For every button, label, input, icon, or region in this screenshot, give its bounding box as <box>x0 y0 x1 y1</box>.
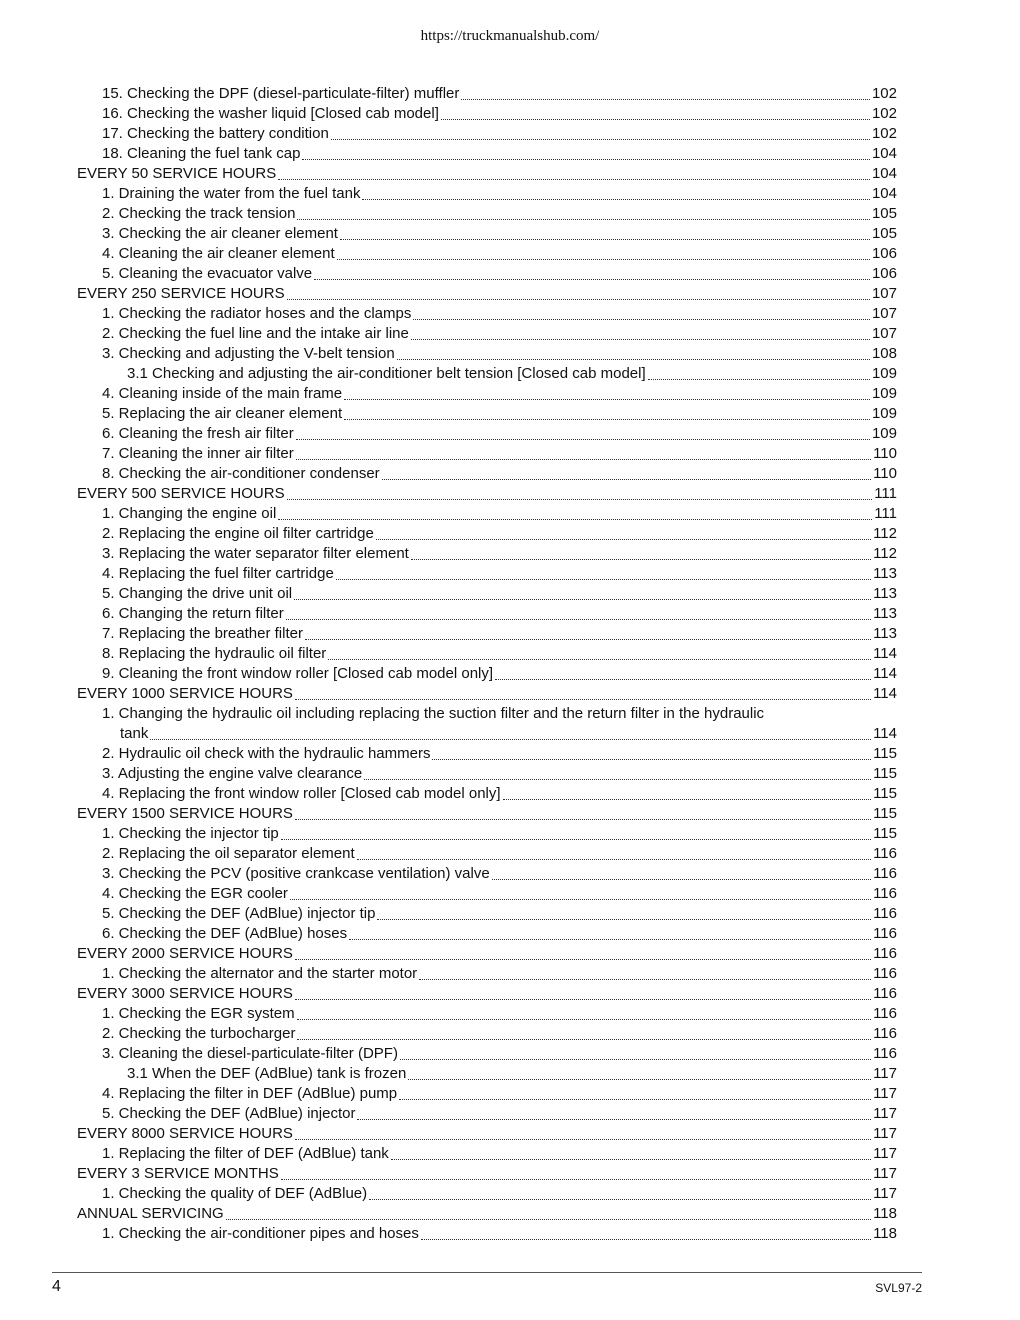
toc-entry[interactable] <box>102 784 897 804</box>
toc-page-number: 115 <box>873 825 897 842</box>
toc-dot-leader <box>408 1065 871 1080</box>
toc-entry-title: EVERY 3000 SERVICE HOURS <box>77 985 293 1002</box>
toc-dot-leader <box>331 125 870 140</box>
toc-page-number: 117 <box>873 1165 897 1182</box>
toc-section-heading[interactable] <box>77 1164 897 1184</box>
toc-entry-title: 4. Cleaning inside of the main frame <box>102 385 343 402</box>
toc-entry-title-continuation: tank <box>120 725 149 742</box>
toc-page-number: 116 <box>873 1045 897 1062</box>
toc-entry[interactable] <box>102 504 897 524</box>
toc-section-heading[interactable] <box>77 164 897 184</box>
toc-page-number: 111 <box>874 485 897 502</box>
toc-entry[interactable] <box>102 344 897 364</box>
toc-dot-leader <box>281 825 871 840</box>
toc-entry[interactable] <box>102 544 897 564</box>
toc-dot-leader <box>432 745 871 760</box>
toc-dot-leader <box>297 205 870 220</box>
toc-dot-leader <box>411 325 870 340</box>
toc-dot-leader <box>296 445 871 460</box>
toc-page-number: 107 <box>871 305 897 322</box>
toc-dot-leader <box>297 1025 871 1040</box>
toc-entry-title: 4. Checking the EGR cooler <box>102 885 288 902</box>
toc-dot-leader <box>648 365 870 380</box>
toc-entry-title: EVERY 3 SERVICE MONTHS <box>77 1165 279 1182</box>
toc-entry[interactable] <box>102 424 897 444</box>
toc-page-number: 116 <box>873 865 897 882</box>
toc-dot-leader <box>421 1225 871 1240</box>
toc-page-number: 109 <box>871 425 897 442</box>
toc-page-number: 117 <box>873 1185 897 1202</box>
toc-entry[interactable] <box>102 204 897 224</box>
toc-dot-leader <box>364 765 871 780</box>
toc-page-number: 116 <box>873 885 897 902</box>
toc-dot-leader <box>295 685 871 700</box>
toc-entry-title: 9. Cleaning the front window roller [Closed cab model only] <box>102 665 494 682</box>
toc-page-number: 105 <box>871 225 897 242</box>
toc-dot-leader <box>278 165 870 180</box>
toc-entry[interactable] <box>102 84 897 104</box>
toc-entry[interactable] <box>102 404 897 424</box>
toc-page-number: 115 <box>873 785 897 802</box>
toc-page-number: 114 <box>873 725 897 742</box>
toc-dot-leader <box>495 665 871 680</box>
toc-dot-leader <box>281 1165 871 1180</box>
header-url[interactable]: https://truckmanualshub.com/ <box>420 28 600 44</box>
toc-dot-leader <box>287 285 870 300</box>
toc-section-heading[interactable] <box>77 1204 897 1224</box>
toc-entry-title: 4. Replacing the front window roller [Closed cab model only] <box>102 785 501 802</box>
toc-entry-title: 1. Draining the water from the fuel tank <box>102 185 361 202</box>
toc-page-number: 118 <box>873 1225 897 1242</box>
toc-entry-title: 16. Checking the washer liquid [Closed cab model] <box>102 105 439 122</box>
toc-entry-title: 3.1 When the DEF (AdBlue) tank is frozen <box>127 1065 407 1082</box>
toc-entry-title: 7. Cleaning the inner air filter <box>102 445 294 462</box>
toc-page-number: 110 <box>873 445 897 462</box>
toc-entry[interactable] <box>102 824 897 844</box>
toc-entry-title: 7. Replacing the breather filter <box>102 625 303 642</box>
toc-dot-leader <box>297 1005 872 1020</box>
toc-page-number: 116 <box>873 1025 897 1042</box>
toc-entry-title: 5. Cleaning the evacuator valve <box>102 265 313 282</box>
toc-entry[interactable] <box>127 1064 897 1084</box>
toc-page-number: 102 <box>871 85 897 102</box>
toc-entry[interactable] <box>102 244 897 264</box>
toc-entry-title: EVERY 500 SERVICE HOURS <box>77 485 285 502</box>
toc-entry-title: 4. Cleaning the air cleaner element <box>102 245 335 262</box>
toc-entry-title: 1. Checking the radiator hoses and the clamps <box>102 305 412 322</box>
toc-entry-title: 2. Checking the turbocharger <box>102 1025 296 1042</box>
toc-section-heading[interactable] <box>77 484 897 504</box>
toc-section-heading[interactable] <box>77 944 897 964</box>
toc-dot-leader <box>503 785 872 800</box>
toc-dot-leader <box>328 645 871 660</box>
toc-dot-leader <box>419 965 871 980</box>
toc-page-number: 110 <box>873 465 897 482</box>
toc-entry-title: 1. Checking the EGR system <box>102 1005 295 1022</box>
toc-dot-leader <box>376 525 871 540</box>
toc-page-number: 109 <box>871 405 897 422</box>
toc-entry[interactable] <box>102 144 897 164</box>
toc-entry-title: 2. Hydraulic oil check with the hydraulic hammers <box>102 745 431 762</box>
toc-entry[interactable] <box>102 924 897 944</box>
toc-page-number: 114 <box>873 685 897 702</box>
toc-entry-title: 2. Replacing the engine oil filter cartridge <box>102 525 374 542</box>
toc-entry-title: 8. Replacing the hydraulic oil filter <box>102 645 327 662</box>
toc-entry-title: EVERY 50 SERVICE HOURS <box>77 165 277 182</box>
toc-dot-leader <box>382 465 871 480</box>
toc-entry-title: 5. Checking the DEF (AdBlue) injector tip <box>102 905 376 922</box>
toc-dot-leader <box>295 1125 871 1140</box>
toc-dot-leader <box>492 865 871 880</box>
toc-entry[interactable] <box>102 384 897 404</box>
toc-page-number: 115 <box>873 805 897 822</box>
toc-entry[interactable] <box>102 1024 897 1044</box>
toc-page-number: 113 <box>873 605 897 622</box>
toc-entry-title: 1. Replacing the filter of DEF (AdBlue) tank <box>102 1145 389 1162</box>
toc-entry[interactable] <box>102 664 897 684</box>
toc-dot-leader <box>349 925 871 940</box>
toc-page-number: 108 <box>871 345 897 362</box>
toc-dot-leader <box>226 1205 871 1220</box>
toc-page-number: 114 <box>873 665 897 682</box>
toc-entry[interactable] <box>102 1044 897 1064</box>
toc-entry[interactable] <box>102 444 897 464</box>
toc-dot-leader <box>344 385 870 400</box>
toc-entry-title: 2. Replacing the oil separator element <box>102 845 355 862</box>
toc-entry[interactable] <box>102 744 897 764</box>
toc-entry-title: EVERY 8000 SERVICE HOURS <box>77 1125 293 1142</box>
toc-page-number: 116 <box>873 1005 897 1022</box>
toc-entry[interactable] <box>102 304 897 324</box>
toc-entry-title: EVERY 2000 SERVICE HOURS <box>77 945 293 962</box>
toc-entry[interactable] <box>102 564 897 584</box>
toc-dot-leader <box>344 405 870 420</box>
toc-entry[interactable] <box>102 764 897 784</box>
toc-entry-title: 3. Checking the PCV (positive crankcase ventilation) valve <box>102 865 490 882</box>
toc-entry-title: EVERY 1000 SERVICE HOURS <box>77 685 293 702</box>
toc-dot-leader <box>413 305 870 320</box>
toc-section-heading[interactable] <box>77 684 897 704</box>
toc-entry-title: 2. Checking the track tension <box>102 205 296 222</box>
toc-page-number: 116 <box>873 965 897 982</box>
toc-entry[interactable] <box>102 964 897 984</box>
toc-dot-leader <box>296 425 870 440</box>
toc-entry-title: 8. Checking the air-conditioner condenser <box>102 465 380 482</box>
toc-dot-leader <box>357 845 871 860</box>
toc-dot-leader <box>397 345 870 360</box>
toc-page-number: 113 <box>873 565 897 582</box>
toc-dot-leader <box>337 245 870 260</box>
toc-entry[interactable] <box>102 1084 897 1104</box>
toc-page-number: 109 <box>871 365 897 382</box>
toc-entry[interactable] <box>102 884 897 904</box>
toc-entry[interactable] <box>102 464 897 484</box>
toc-entry-title: 6. Cleaning the fresh air filter <box>102 425 294 442</box>
toc-dot-leader <box>357 1105 871 1120</box>
toc-page-number: 117 <box>873 1065 897 1082</box>
toc-page-number: 102 <box>871 125 897 142</box>
toc-dot-leader <box>295 805 871 820</box>
toc-entry[interactable] <box>102 844 897 864</box>
toc-entry-title: 3. Adjusting the engine valve clearance <box>102 765 363 782</box>
toc-entry[interactable] <box>102 1144 897 1164</box>
toc-page-number: 116 <box>873 985 897 1002</box>
toc-section-heading[interactable] <box>77 1124 897 1144</box>
toc-entry-title: 5. Checking the DEF (AdBlue) injector <box>102 1105 356 1122</box>
toc-entry-title: 4. Replacing the fuel filter cartridge <box>102 565 334 582</box>
toc-dot-leader <box>290 885 871 900</box>
toc-page-number: 107 <box>871 325 897 342</box>
toc-entry-title: 1. Checking the alternator and the starter motor <box>102 965 418 982</box>
toc-entry[interactable] <box>102 264 897 284</box>
toc-dot-leader <box>362 185 870 200</box>
toc-entry[interactable] <box>102 124 897 144</box>
toc-dot-leader <box>411 545 871 560</box>
toc-entry-title: 3. Cleaning the diesel-particulate-filter (DPF) <box>102 1045 398 1062</box>
toc-page-number: 116 <box>873 845 897 862</box>
toc-dot-leader <box>294 585 871 600</box>
toc-entry[interactable] <box>102 1184 897 1204</box>
toc-dot-leader <box>295 985 871 1000</box>
toc-dot-leader <box>286 605 871 620</box>
toc-section-heading[interactable] <box>77 284 897 304</box>
toc-section-heading[interactable] <box>77 984 897 1004</box>
toc-entry-title: 1. Checking the injector tip <box>102 825 279 842</box>
toc-entry-title: 1. Checking the quality of DEF (AdBlue) <box>102 1185 368 1202</box>
toc-entry[interactable] <box>102 604 897 624</box>
toc-entry[interactable] <box>102 524 897 544</box>
toc-entry[interactable] <box>102 904 897 924</box>
toc-page-number: 104 <box>871 185 897 202</box>
toc-entry-title: 3. Checking the air cleaner element <box>102 225 338 242</box>
toc-entry-title: 1. Changing the engine oil <box>102 505 277 522</box>
toc-entry[interactable] <box>102 1104 897 1124</box>
toc-dot-leader <box>377 905 871 920</box>
toc-entry[interactable] <box>102 324 897 344</box>
toc-dot-leader <box>461 85 870 100</box>
toc-page-number: 117 <box>873 1085 897 1102</box>
footer-divider <box>52 1272 922 1273</box>
toc-entry[interactable] <box>102 104 897 124</box>
page-number: 4 <box>52 1278 61 1295</box>
toc-entry-title: 15. Checking the DPF (diesel-particulate-filter) muffler <box>102 85 460 102</box>
toc-entry-title: 2. Checking the fuel line and the intake air line <box>102 325 409 342</box>
toc-dot-leader <box>314 265 870 280</box>
toc-entry-title: 3.1 Checking and adjusting the air-conditioner belt tension [Closed cab model] <box>127 365 646 382</box>
toc-dot-leader <box>336 565 871 580</box>
toc-entry-title: 3. Checking and adjusting the V-belt tension <box>102 345 395 362</box>
toc-dot-leader <box>399 1085 871 1100</box>
toc-page-number: 118 <box>873 1205 897 1222</box>
toc-dot-leader <box>391 1145 871 1160</box>
toc-entry[interactable] <box>102 624 897 644</box>
toc-page-number: 115 <box>873 745 897 762</box>
toc-entry-title: 4. Replacing the filter in DEF (AdBlue) pump <box>102 1085 398 1102</box>
toc-dot-leader <box>302 145 869 160</box>
toc-page-number: 104 <box>871 165 897 182</box>
toc-page-number: 117 <box>873 1105 897 1122</box>
toc-entry-title: EVERY 1500 SERVICE HOURS <box>77 805 293 822</box>
toc-page-number: 111 <box>874 505 897 522</box>
toc-entry-title: 6. Checking the DEF (AdBlue) hoses <box>102 925 348 942</box>
toc-page-number: 117 <box>873 1125 897 1142</box>
toc-entry-title: 5. Replacing the air cleaner element <box>102 405 343 422</box>
toc-entry-title: 1. Checking the air-conditioner pipes and hoses <box>102 1225 419 1242</box>
toc-page-number: 113 <box>873 585 897 602</box>
toc-page-number: 116 <box>873 945 897 962</box>
toc-dot-leader <box>287 485 873 500</box>
toc-section-heading[interactable] <box>77 804 897 824</box>
toc-page-number: 116 <box>873 905 897 922</box>
toc-dot-leader <box>400 1045 871 1060</box>
toc-entry-title: 6. Changing the return filter <box>102 605 284 622</box>
toc-entry[interactable] <box>127 364 897 384</box>
toc-page-number: 112 <box>873 545 897 562</box>
toc-entry-title: 5. Changing the drive unit oil <box>102 585 293 602</box>
toc-dot-leader <box>278 505 872 520</box>
toc-entry-title: ANNUAL SERVICING <box>77 1205 224 1222</box>
toc-entry-title: EVERY 250 SERVICE HOURS <box>77 285 285 302</box>
toc-entry-title: 1. Changing the hydraulic oil including replacing the suction filter and the return filter in the hydraulic <box>102 705 765 722</box>
toc-page-number: 115 <box>873 765 897 782</box>
toc-entry-title: 3. Replacing the water separator filter element <box>102 545 409 562</box>
toc-page-number: 116 <box>873 925 897 942</box>
toc-entry[interactable] <box>102 704 897 744</box>
toc-entry[interactable] <box>102 644 897 664</box>
toc-entry-title: 18. Cleaning the fuel tank cap <box>102 145 301 162</box>
toc-page-number: 113 <box>873 625 897 642</box>
toc-dot-leader <box>340 225 870 240</box>
toc-entry[interactable] <box>102 1004 897 1024</box>
toc-dot-leader <box>369 1185 871 1200</box>
toc-entry[interactable] <box>102 184 897 204</box>
toc-entry[interactable] <box>102 224 897 244</box>
toc-page-number: 102 <box>871 105 897 122</box>
toc-page-number: 114 <box>873 645 897 662</box>
toc-page-number: 107 <box>871 285 897 302</box>
toc-page-number: 106 <box>871 265 897 282</box>
toc-entry[interactable] <box>102 1224 897 1244</box>
toc-dot-leader <box>305 625 871 640</box>
toc-dot-leader <box>441 105 870 120</box>
toc-entry[interactable] <box>102 864 897 884</box>
document-code: SVL97-2 <box>875 1281 922 1295</box>
toc-page-number: 109 <box>871 385 897 402</box>
toc-entry-title: 17. Checking the battery condition <box>102 125 329 142</box>
toc-dot-leader <box>295 945 871 960</box>
toc-dot-leader <box>150 725 871 740</box>
toc-page-number: 106 <box>871 245 897 262</box>
toc-entry[interactable] <box>102 584 897 604</box>
toc-page-number: 104 <box>871 145 897 162</box>
toc-page-number: 112 <box>873 525 897 542</box>
toc-page-number: 105 <box>871 205 897 222</box>
toc-page-number: 117 <box>873 1145 897 1162</box>
